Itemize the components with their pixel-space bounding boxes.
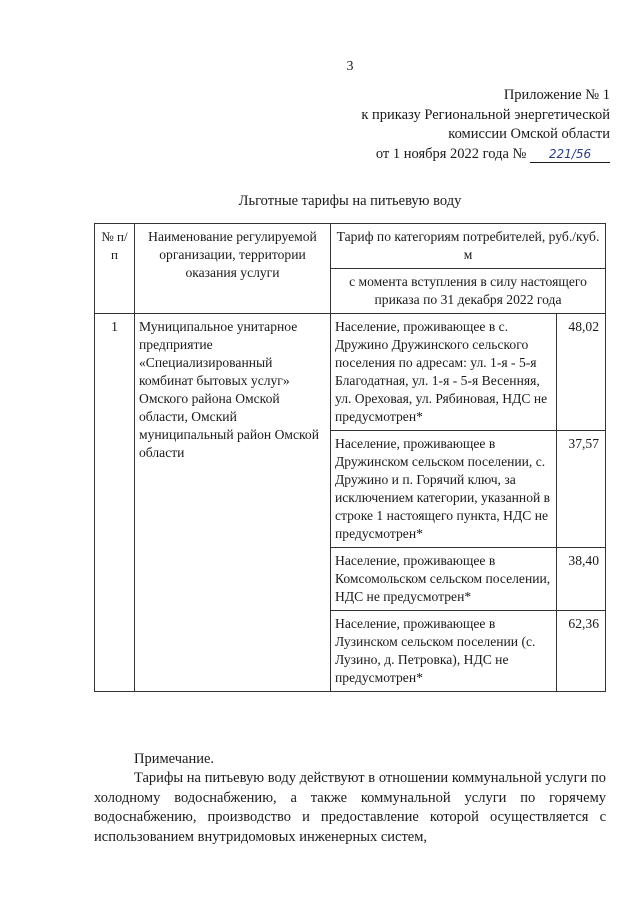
handwritten-order-number: 221/56 [530, 146, 610, 163]
tariff-table [94, 223, 606, 692]
tariff-value: 62,36 [557, 611, 606, 692]
row-number: 1 [95, 314, 135, 692]
appendix-block [361, 86, 610, 164]
appendix-line-2: к приказу Региональной энергетической [361, 106, 610, 123]
page-number: 3 [346, 59, 354, 74]
table-header-row [95, 224, 606, 269]
tariff-value: 48,02 [557, 314, 606, 431]
category-cell: Население, проживающее в Лузинском сельском поселении (с. Лузино, д. Петровка), НДС не предусмотрен* [331, 611, 557, 692]
category-cell: Население, проживающее в Дружинском сельском поселении, с. Дружино и п. Горячий ключ, за исключением категории, указанной в строке 1 настоящего пункта, НДС не предусмотрен* [331, 431, 557, 548]
appendix-line-3: комиссии Омской области [448, 126, 610, 142]
header-number: № п/п [95, 224, 135, 314]
document-title: Льготные тарифы на питьевую воду [238, 193, 462, 209]
header-period: с момента вступления в силу настоящего приказа по 31 декабря 2022 года [331, 269, 606, 314]
header-tariff: Тариф по категориям потребителей, руб./куб. м [331, 224, 606, 269]
note-heading: Примечание. [134, 751, 215, 767]
category-cell: Население, проживающее в с. Дружино Дружинского сельского поселения по адресам: ул. 1-я - 5-я Благодатная, ул. 1-я - 5-я Весенняя, ул. Ореховая, ул. Рябиновая, НДС не предусмотрен* [331, 314, 557, 431]
tariff-value: 38,40 [557, 548, 606, 611]
table-row [95, 314, 606, 431]
appendix-date: от 1 ноября 2022 года № [375, 145, 527, 162]
organization-cell: Муниципальное унитарное предприятие «Специализированный комбинат бытовых услуг» Омского района Омской области, Омский муниципальный район Омской области [135, 314, 331, 692]
header-organization: Наименование регулируемой организации, территории оказания услуги [135, 224, 331, 314]
note-text: Тарифы на питьевую воду действуют в отношении коммунальной услуги по холодному водоснабжению, а также коммунальной услуги по горячему водоснабжению, производство и предоставление которой осуществляется с использованием внутридомовых инженерных систем, [94, 770, 606, 845]
tariff-value: 37,57 [557, 431, 606, 548]
category-cell: Население, проживающее в Комсомольском сельском поселении, НДС не предусмотрен* [331, 548, 557, 611]
appendix-line-4 [361, 145, 610, 165]
appendix-line-1: Приложение № 1 [503, 87, 610, 103]
